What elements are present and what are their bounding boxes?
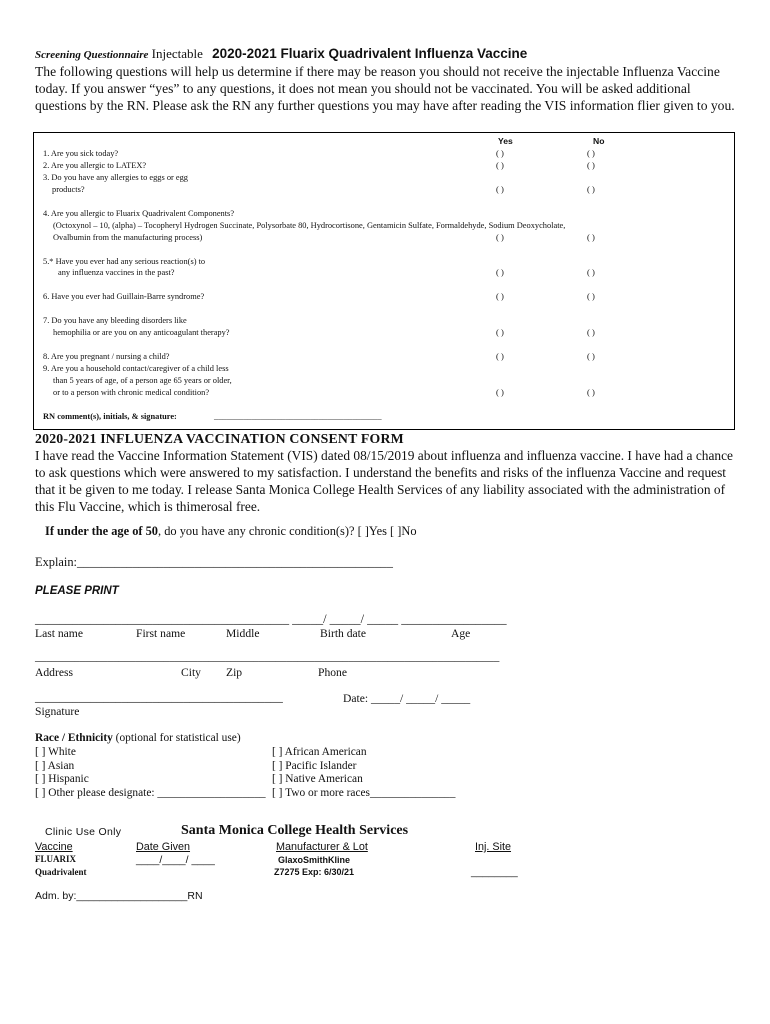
city-label: City — [181, 666, 201, 679]
q7-yes-box[interactable]: ( ) — [496, 327, 504, 337]
signature-label: Signature — [35, 705, 80, 718]
questionnaire-box — [33, 132, 735, 430]
question-1: 1. Are you sick today? — [43, 149, 119, 158]
vaccine-name: FLUARIX — [35, 854, 77, 864]
question-8: 8. Are you pregnant / nursing a child? — [43, 352, 170, 361]
birth-date-label: Birth date — [320, 627, 367, 640]
clinic-use-only-label: Clinic Use Only — [45, 826, 122, 838]
inj-site-header: Inj. Site — [475, 841, 512, 853]
question-3-cont: products? — [52, 185, 85, 194]
question-4-cont: Ovalbumin from the manufacturing process) — [53, 233, 203, 242]
address-line[interactable]: ___________________________________________________________________________________ — [35, 651, 500, 663]
administered-by-field[interactable]: Adm. by:___________________RN — [35, 890, 203, 902]
q4-yes-box[interactable]: ( ) — [496, 232, 504, 242]
race-right-col — [272, 746, 455, 800]
zip-label: Zip — [226, 666, 243, 679]
q6-yes-box[interactable]: ( ) — [496, 291, 504, 301]
first-name-label: First name — [136, 627, 186, 640]
q6-no-box[interactable]: ( ) — [587, 291, 595, 301]
q1-no-box[interactable]: ( ) — [587, 148, 595, 158]
vaccine-header: Vaccine — [35, 841, 73, 853]
race-heading-bold: Race / Ethnicity — [35, 732, 113, 744]
age-question-bold: If under the age of 50 — [45, 524, 159, 538]
q3-yes-box[interactable]: ( ) — [496, 184, 504, 194]
age-label: Age — [451, 627, 471, 640]
race-option-other[interactable]: [ ] Other please designate: ___________________ — [35, 786, 266, 799]
vaccine-type: Quadrivalent — [35, 867, 87, 877]
question-5: 5.* Have you ever had any serious reaction(s) to — [43, 257, 206, 266]
rn-comment-label: RN comment(s), initials, & signature: — [43, 412, 177, 421]
question-7: 7. Do you have any bleeding disorders like — [43, 316, 187, 325]
col-no: No — [593, 136, 605, 146]
age-question — [45, 524, 417, 539]
q1-yes-box[interactable]: ( ) — [496, 148, 504, 158]
q5-yes-box[interactable]: ( ) — [496, 267, 504, 277]
questionnaire-label: Screening Questionnaire — [35, 49, 149, 61]
injectable-label: Injectable — [151, 46, 203, 61]
q4-no-box[interactable]: ( ) — [587, 232, 595, 242]
clinic-org-name: Santa Monica College Health Services — [181, 823, 409, 838]
date-field[interactable]: Date: _____/ _____/ _____ — [343, 692, 471, 705]
date-given-header: Date Given — [136, 841, 191, 853]
race-option-african-american[interactable]: [ ] African American — [272, 746, 367, 758]
race-heading — [35, 732, 241, 746]
age-question-options[interactable]: , do you have any chronic condition(s)? [ ]Yes [ ]No — [158, 524, 417, 538]
question-4-components: (Octoxynol – 10, (alpha) – Tocopheryl Hydrogen Succinate, Polysorbate 80, Hydrocortisone, Gentamicin Sulfate, Formaldehyde, Sodium Deoxycholate, — [53, 221, 566, 230]
race-option-native-american[interactable]: [ ] Native American — [272, 773, 363, 786]
middle-label: Middle — [226, 627, 260, 640]
lot-expiration: Z7275 Exp: 6/30/21 — [274, 867, 355, 877]
name-line[interactable]: _________________________________________ _____/ _____/ _____ _________________ — [35, 612, 507, 626]
question-2: 2. Are you allergic to LATEX? — [43, 161, 147, 170]
question-5-cont: any influenza vaccines in the past? — [58, 268, 175, 277]
q9-no-box[interactable]: ( ) — [587, 387, 595, 397]
explain-field[interactable]: Explain:___________________________________________________ — [35, 555, 393, 569]
q8-yes-box[interactable]: ( ) — [496, 351, 504, 361]
signature-line[interactable]: ________________________________________ — [35, 690, 283, 704]
phone-label: Phone — [318, 666, 347, 679]
form-header — [35, 46, 527, 62]
question-9-cont1: than 5 years of age, of a person age 65 years or older, — [53, 376, 232, 385]
race-option-white[interactable]: [ ] White — [35, 746, 76, 758]
consent-body: I have read the Vaccine Information Statement (VIS) dated 08/15/2019 about influenza and influenza vaccine. I have had a chance to ask questions which were answered to my satisfaction. I understand the benefits and risks of the influenza Vaccine and request that it be given to me today. I release Santa Monica College Health Services of any liability associated with the administration of this Flu Vaccine, which is thimerosal free. — [35, 448, 734, 514]
q2-no-box[interactable]: ( ) — [587, 160, 595, 170]
race-option-two-or-more[interactable]: [ ] Two or more races_______________ — [272, 786, 456, 799]
q2-yes-box[interactable]: ( ) — [496, 160, 504, 170]
last-name-label: Last name — [35, 627, 83, 640]
page-title: 2020-2021 Fluarix Quadrivalent Influenza Vaccine — [212, 46, 528, 61]
manufacturer-header: Manufacturer & Lot — [276, 841, 368, 853]
race-option-pacific-islander[interactable]: [ ] Pacific Islander — [272, 759, 357, 772]
race-left-col — [35, 746, 266, 800]
intro-text: The following questions will help us determine if there may be reason you should not receive the injectable Influenza Vaccine today. If you answer “yes” to any questions, it does not mean you should not be vaccinated. You will be asked additional questions by the RN. Please ask the RN any further questions you may have after reading the VIS information flier given to you. — [35, 64, 735, 113]
rn-comment-field[interactable]: ________________________________________ — [214, 412, 382, 421]
please-print-label: PLEASE PRINT — [35, 585, 119, 597]
q9-yes-box[interactable]: ( ) — [496, 387, 504, 397]
col-yes: Yes — [498, 136, 513, 146]
question-4: 4. Are you allergic to Fluarix Quadrivalent Components? — [43, 209, 235, 218]
race-option-hispanic[interactable]: [ ] Hispanic — [35, 773, 89, 786]
question-9-cont2: or to a person with chronic medical condition? — [53, 388, 210, 397]
q7-no-box[interactable]: ( ) — [587, 327, 595, 337]
consent-title: 2020-2021 INFLUENZA VACCINATION CONSENT FORM — [35, 431, 404, 446]
question-9: 9. Are you a household contact/caregiver of a child less — [43, 364, 229, 373]
race-option-asian[interactable]: [ ] Asian — [35, 759, 75, 772]
date-given-field[interactable]: ____/____/ ____ — [136, 854, 215, 866]
question-6: 6. Have you ever had Guillain-Barre syndrome? — [43, 292, 205, 301]
question-7-cont: hemophilia or are you on any anticoagulant therapy? — [53, 328, 230, 337]
race-heading-note: (optional for statistical use) — [112, 732, 241, 744]
q3-no-box[interactable]: ( ) — [587, 184, 595, 194]
inj-site-field[interactable]: ________ — [471, 866, 518, 878]
address-label: Address — [35, 666, 73, 679]
question-3: 3. Do you have any allergies to eggs or egg — [43, 173, 188, 182]
q5-no-box[interactable]: ( ) — [587, 267, 595, 277]
manufacturer-name: GlaxoSmithKline — [278, 855, 351, 865]
q8-no-box[interactable]: ( ) — [587, 351, 595, 361]
